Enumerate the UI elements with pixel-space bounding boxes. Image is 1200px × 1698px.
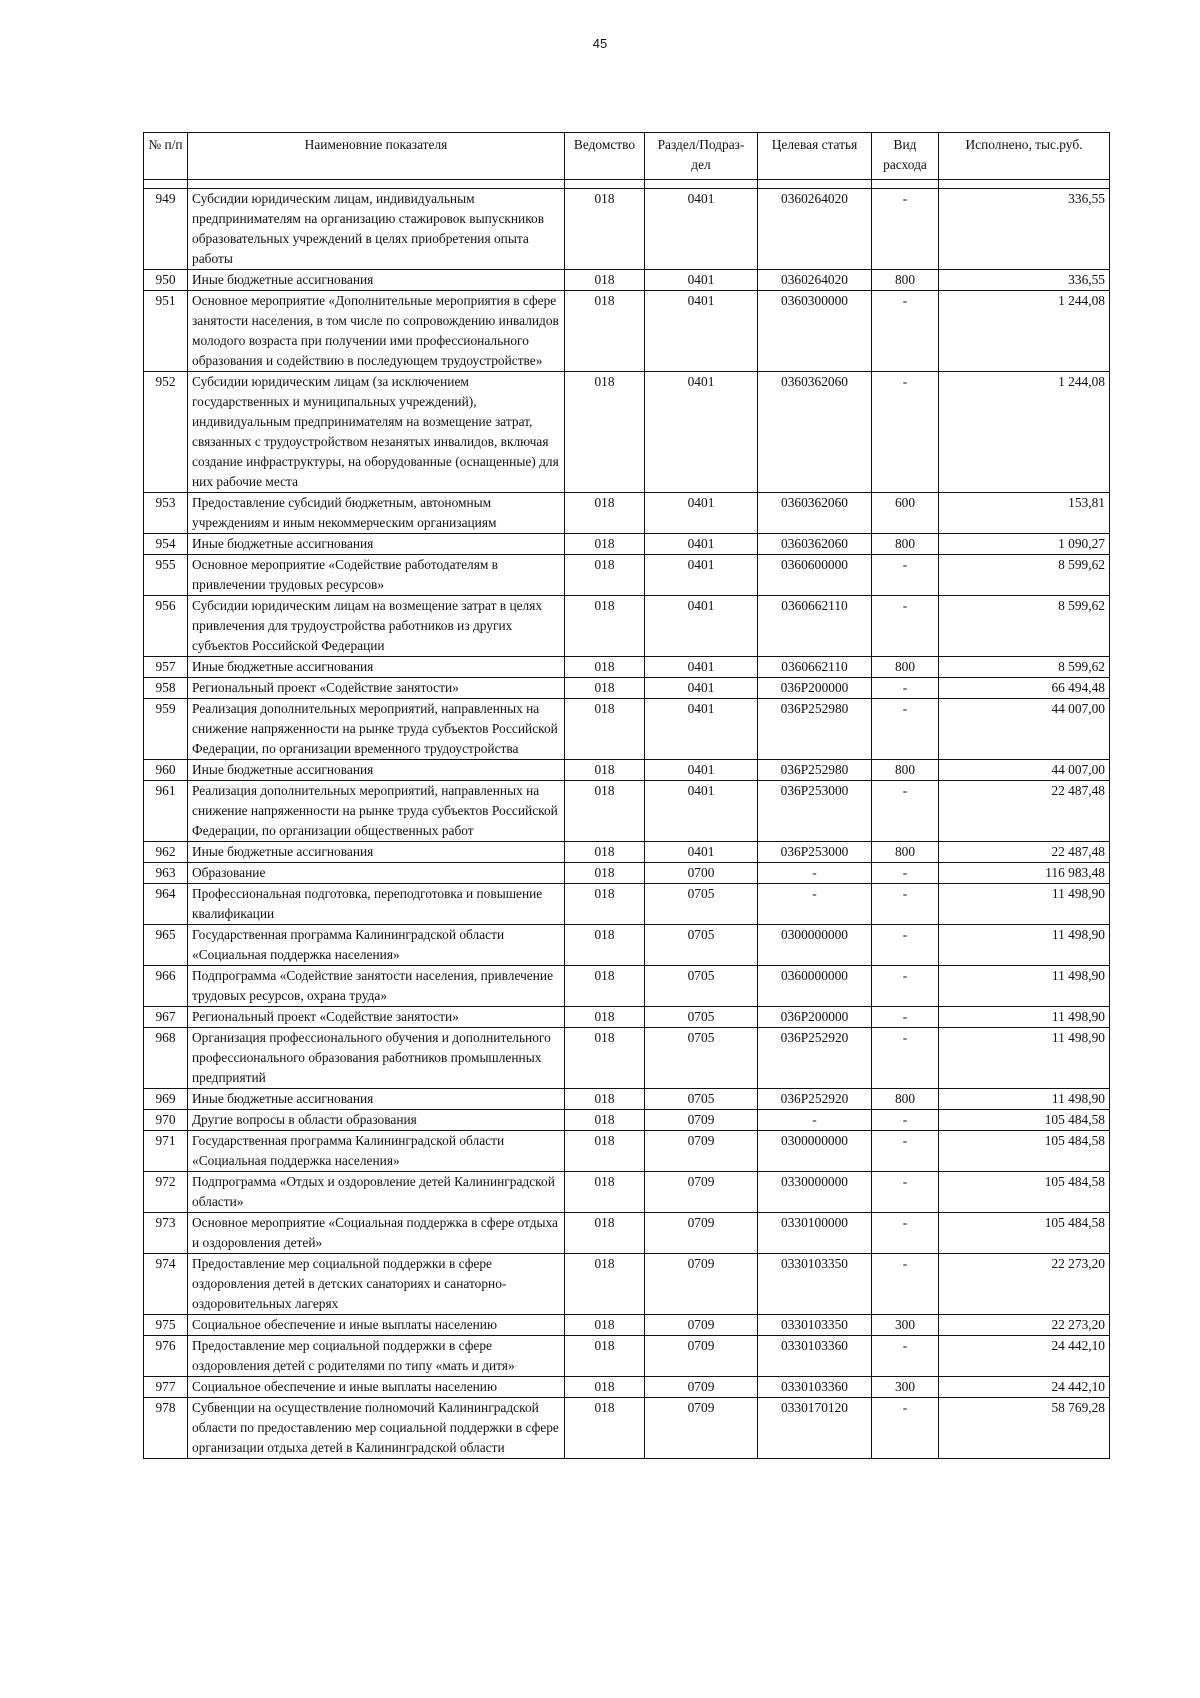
cell-dept: 018 [565,657,645,678]
cell-type: 800 [872,534,939,555]
cell-dept: 018 [565,1028,645,1089]
cell-name: Предоставление мер социальной поддержки в сфере оздоровления детей в детских санаториях и санаторно-оздоровительных лагерях [188,1254,565,1315]
cell-num: 967 [144,1007,188,1028]
cell-section: 0705 [645,1007,758,1028]
cell-dept: 018 [565,189,645,270]
cell-dept: 018 [565,1089,645,1110]
cell-section: 0709 [645,1131,758,1172]
cell-section: 0401 [645,760,758,781]
cell-target: 0360300000 [758,291,872,372]
cell-type: 800 [872,270,939,291]
cell-section: 0705 [645,925,758,966]
cell-amount: 105 484,58 [939,1213,1110,1254]
cell-amount: 66 494,48 [939,678,1110,699]
cell-num: 954 [144,534,188,555]
table-row [144,1089,1110,1110]
cell-amount: 336,55 [939,189,1110,270]
cell-target: 036Р252980 [758,760,872,781]
cell-name: Государственная программа Калининградской области «Социальная поддержка населения» [188,925,565,966]
table-row [144,1377,1110,1398]
cell-dept: 018 [565,678,645,699]
table-row [144,1398,1110,1459]
table-row [144,842,1110,863]
cell-dept: 018 [565,781,645,842]
cell-num: 965 [144,925,188,966]
cell-type: - [872,189,939,270]
cell-section: 0401 [645,493,758,534]
cell-num: 976 [144,1336,188,1377]
cell-dept: 018 [565,760,645,781]
table-row [144,555,1110,596]
table-row [144,884,1110,925]
cell-type: 800 [872,842,939,863]
cell-dept: 018 [565,534,645,555]
cell-name: Организация профессионального обучения и дополнительного профессионального образования работников промышленных предприятий [188,1028,565,1089]
cell-dept: 018 [565,884,645,925]
cell-target: 036Р200000 [758,1007,872,1028]
table-row [144,678,1110,699]
header-type: Вид расхода [872,133,939,180]
cell-dept: 018 [565,493,645,534]
cell-amount: 11 498,90 [939,1028,1110,1089]
cell-name: Социальное обеспечение и иные выплаты населению [188,1377,565,1398]
cell-dept: 018 [565,1398,645,1459]
table-row [144,781,1110,842]
cell-target: 036Р200000 [758,678,872,699]
cell-target: 0300000000 [758,1131,872,1172]
cell-dept: 018 [565,372,645,493]
table-row [144,760,1110,781]
cell-section: 0705 [645,966,758,1007]
cell-type: 300 [872,1377,939,1398]
cell-target: - [758,1110,872,1131]
cell-name: Субвенции на осуществление полномочий Калининградской области по предоставлению мер социальной поддержки в сфере организации отдыха детей в Калининградской области [188,1398,565,1459]
cell-amount: 1 244,08 [939,372,1110,493]
cell-amount: 24 442,10 [939,1336,1110,1377]
cell-amount: 22 273,20 [939,1254,1110,1315]
cell-num: 959 [144,699,188,760]
cell-type: - [872,925,939,966]
cell-num: 968 [144,1028,188,1089]
cell-name: Государственная программа Калининградской области «Социальная поддержка населения» [188,1131,565,1172]
header-dept: Ведомство [565,133,645,180]
table-body [144,189,1110,1459]
cell-type: 600 [872,493,939,534]
cell-section: 0401 [645,842,758,863]
cell-section: 0705 [645,884,758,925]
cell-num: 973 [144,1213,188,1254]
cell-amount: 44 007,00 [939,699,1110,760]
table-header-row [144,133,1110,180]
cell-num: 955 [144,555,188,596]
cell-type: - [872,884,939,925]
cell-section: 0705 [645,1028,758,1089]
expenditure-table [143,132,1110,1459]
cell-dept: 018 [565,596,645,657]
table-row [144,1110,1110,1131]
cell-target: 0330103360 [758,1377,872,1398]
cell-dept: 018 [565,270,645,291]
cell-target: 0330000000 [758,1172,872,1213]
cell-type: - [872,1131,939,1172]
cell-type: - [872,1007,939,1028]
cell-type: - [872,555,939,596]
cell-amount: 11 498,90 [939,1007,1110,1028]
cell-name: Иные бюджетные ассигнования [188,760,565,781]
cell-name: Иные бюджетные ассигнования [188,534,565,555]
cell-target: 0330100000 [758,1213,872,1254]
cell-type: - [872,863,939,884]
table-row [144,1336,1110,1377]
cell-name: Профессиональная подготовка, переподготовка и повышение квалификации [188,884,565,925]
cell-amount: 105 484,58 [939,1110,1110,1131]
cell-amount: 8 599,62 [939,657,1110,678]
cell-amount: 22 273,20 [939,1315,1110,1336]
cell-type: - [872,1213,939,1254]
cell-amount: 11 498,90 [939,925,1110,966]
cell-dept: 018 [565,966,645,1007]
cell-num: 964 [144,884,188,925]
cell-num: 975 [144,1315,188,1336]
cell-name: Региональный проект «Содействие занятости» [188,678,565,699]
cell-target: 036Р252920 [758,1028,872,1089]
cell-num: 953 [144,493,188,534]
cell-num: 951 [144,291,188,372]
table-row [144,1172,1110,1213]
cell-amount: 11 498,90 [939,966,1110,1007]
table-row [144,699,1110,760]
cell-type: - [872,1172,939,1213]
cell-target: 0360264020 [758,189,872,270]
table-row [144,291,1110,372]
cell-num: 952 [144,372,188,493]
cell-num: 969 [144,1089,188,1110]
cell-name: Субсидии юридическим лицам (за исключением государственных и муниципальных учреждений), индивидуальным предпринимателям на возмещение затрат, связанных с трудоустройством незанятых инвалидов, включая создание инфраструктуры, на оборудованные (оснащенные) для них рабочие места [188,372,565,493]
cell-section: 0401 [645,372,758,493]
table-row [144,596,1110,657]
cell-amount: 22 487,48 [939,842,1110,863]
cell-dept: 018 [565,1172,645,1213]
cell-section: 0401 [645,678,758,699]
table-row [144,1213,1110,1254]
cell-dept: 018 [565,1377,645,1398]
table-row [144,657,1110,678]
cell-num: 978 [144,1398,188,1459]
cell-num: 957 [144,657,188,678]
table-row [144,1131,1110,1172]
cell-name: Иные бюджетные ассигнования [188,1089,565,1110]
cell-section: 0709 [645,1172,758,1213]
cell-dept: 018 [565,291,645,372]
cell-section: 0709 [645,1315,758,1336]
cell-dept: 018 [565,1254,645,1315]
cell-num: 963 [144,863,188,884]
cell-name: Основное мероприятие «Дополнительные мероприятия в сфере занятости населения, в том числе по сопровождению инвалидов молодого возраста при получении ими профессионального образования и содействию в последующем трудоустройстве» [188,291,565,372]
cell-num: 966 [144,966,188,1007]
cell-target: 0330103350 [758,1254,872,1315]
cell-type: - [872,291,939,372]
cell-dept: 018 [565,1213,645,1254]
cell-section: 0401 [645,699,758,760]
cell-section: 0705 [645,1089,758,1110]
cell-amount: 116 983,48 [939,863,1110,884]
header-num: № п/п [144,133,188,180]
cell-name: Основное мероприятие «Содействие работодателям в привлечении трудовых ресурсов» [188,555,565,596]
cell-name: Подпрограмма «Содействие занятости населения, привлечение трудовых ресурсов, охрана труда» [188,966,565,1007]
cell-amount: 22 487,48 [939,781,1110,842]
cell-dept: 018 [565,863,645,884]
table-row [144,966,1110,1007]
cell-dept: 018 [565,699,645,760]
cell-num: 977 [144,1377,188,1398]
cell-name: Иные бюджетные ассигнования [188,270,565,291]
cell-dept: 018 [565,842,645,863]
cell-type: - [872,1336,939,1377]
cell-num: 950 [144,270,188,291]
cell-target: 0330103360 [758,1336,872,1377]
cell-type: - [872,966,939,1007]
table-row [144,534,1110,555]
cell-name: Региональный проект «Содействие занятости» [188,1007,565,1028]
header-target: Целевая статья [758,133,872,180]
cell-num: 962 [144,842,188,863]
cell-dept: 018 [565,1007,645,1028]
cell-num: 958 [144,678,188,699]
cell-type: - [872,1398,939,1459]
cell-amount: 58 769,28 [939,1398,1110,1459]
cell-target: 0330170120 [758,1398,872,1459]
cell-target: 036Р252920 [758,1089,872,1110]
cell-name: Подпрограмма «Отдых и оздоровление детей Калининградской области» [188,1172,565,1213]
cell-num: 961 [144,781,188,842]
cell-target: 0360362060 [758,534,872,555]
cell-section: 0401 [645,291,758,372]
cell-type: - [872,596,939,657]
cell-target: 0360362060 [758,372,872,493]
cell-amount: 11 498,90 [939,1089,1110,1110]
cell-section: 0709 [645,1213,758,1254]
cell-amount: 153,81 [939,493,1110,534]
cell-target: 036Р253000 [758,781,872,842]
cell-amount: 8 599,62 [939,555,1110,596]
cell-num: 960 [144,760,188,781]
header-amount: Исполнено, тыс.руб. [939,133,1110,180]
cell-amount: 24 442,10 [939,1377,1110,1398]
cell-section: 0401 [645,596,758,657]
cell-name: Субсидии юридическим лицам, индивидуальным предпринимателям на организацию стажировок выпускников образовательных учреждений в целях приобретения опыта работы [188,189,565,270]
cell-name: Предоставление субсидий бюджетным, автономным учреждениям и иным некоммерческим организациям [188,493,565,534]
cell-amount: 1 090,27 [939,534,1110,555]
cell-dept: 018 [565,1110,645,1131]
cell-num: 971 [144,1131,188,1172]
cell-name: Иные бюджетные ассигнования [188,842,565,863]
cell-section: 0401 [645,657,758,678]
cell-dept: 018 [565,1336,645,1377]
table-row [144,925,1110,966]
cell-num: 949 [144,189,188,270]
cell-target: - [758,884,872,925]
cell-target: 0360662110 [758,657,872,678]
header-spacer-row [144,180,1110,189]
cell-name: Другие вопросы в области образования [188,1110,565,1131]
cell-dept: 018 [565,555,645,596]
cell-target: 0360264020 [758,270,872,291]
cell-amount: 336,55 [939,270,1110,291]
cell-target: 0360362060 [758,493,872,534]
cell-type: 800 [872,1089,939,1110]
cell-target: 0300000000 [758,925,872,966]
header-name: Наименовние показателя [188,133,565,180]
cell-target: 0330103350 [758,1315,872,1336]
page-number: 45 [592,36,608,51]
cell-type: - [872,781,939,842]
cell-name: Основное мероприятие «Социальная поддержка в сфере отдыха и оздоровления детей» [188,1213,565,1254]
cell-target: 0360662110 [758,596,872,657]
cell-target: 036Р252980 [758,699,872,760]
table-row [144,270,1110,291]
cell-section: 0709 [645,1336,758,1377]
table-row [144,1028,1110,1089]
cell-target: 0360000000 [758,966,872,1007]
cell-num: 956 [144,596,188,657]
cell-dept: 018 [565,1131,645,1172]
cell-name: Иные бюджетные ассигнования [188,657,565,678]
table-row [144,372,1110,493]
cell-type: 800 [872,760,939,781]
cell-target: 0360600000 [758,555,872,596]
cell-amount: 11 498,90 [939,884,1110,925]
cell-name: Реализация дополнительных мероприятий, направленных на снижение напряженности на рынке труда субъектов Российской Федерации, по организации общественных работ [188,781,565,842]
cell-type: 300 [872,1315,939,1336]
cell-amount: 8 599,62 [939,596,1110,657]
cell-section: 0401 [645,189,758,270]
cell-section: 0401 [645,555,758,596]
table-row [144,863,1110,884]
cell-section: 0700 [645,863,758,884]
cell-dept: 018 [565,925,645,966]
cell-type: 800 [872,657,939,678]
cell-type: - [872,372,939,493]
cell-type: - [872,699,939,760]
table-row [144,189,1110,270]
cell-amount: 105 484,58 [939,1131,1110,1172]
cell-amount: 105 484,58 [939,1172,1110,1213]
cell-target: - [758,863,872,884]
table-row [144,1315,1110,1336]
cell-name: Предоставление мер социальной поддержки в сфере оздоровления детей с родителями по типу «мать и дитя» [188,1336,565,1377]
cell-section: 0709 [645,1377,758,1398]
cell-amount: 1 244,08 [939,291,1110,372]
table-row [144,493,1110,534]
table-row [144,1007,1110,1028]
cell-dept: 018 [565,1315,645,1336]
cell-num: 970 [144,1110,188,1131]
cell-name: Реализация дополнительных мероприятий, направленных на снижение напряженности на рынке труда субъектов Российской Федерации, по организации временного трудоустройства [188,699,565,760]
cell-section: 0709 [645,1110,758,1131]
cell-name: Образование [188,863,565,884]
cell-type: - [872,1028,939,1089]
cell-section: 0401 [645,781,758,842]
cell-section: 0709 [645,1254,758,1315]
cell-name: Субсидии юридическим лицам на возмещение затрат в целях привлечения для трудоустройства работников из других субъектов Российской Федерации [188,596,565,657]
cell-target: 036Р253000 [758,842,872,863]
cell-type: - [872,1254,939,1315]
cell-num: 972 [144,1172,188,1213]
cell-type: - [872,678,939,699]
cell-amount: 44 007,00 [939,760,1110,781]
cell-num: 974 [144,1254,188,1315]
header-section: Раздел/Подраз-дел [645,133,758,180]
cell-name: Социальное обеспечение и иные выплаты населению [188,1315,565,1336]
cell-section: 0709 [645,1398,758,1459]
cell-section: 0401 [645,534,758,555]
cell-section: 0401 [645,270,758,291]
table-row [144,1254,1110,1315]
cell-type: - [872,1110,939,1131]
